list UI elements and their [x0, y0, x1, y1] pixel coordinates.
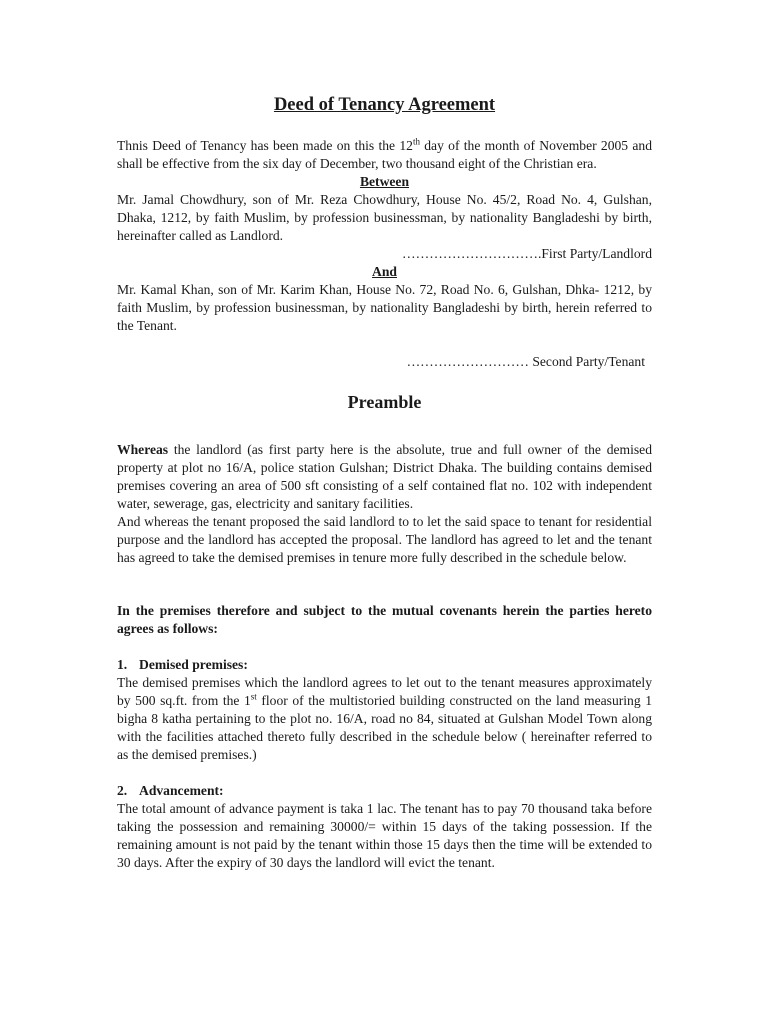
second-party-signature: ……………………… Second Party/Tenant	[406, 354, 645, 369]
covenants-intro: In the premises therefore and subject to the mutual covenants herein the parties hereto agrees as follows:	[117, 603, 652, 636]
document-title: Deed of Tenancy Agreement	[273, 95, 496, 115]
between-label: Between	[359, 174, 410, 189]
preamble-heading: Preamble	[347, 392, 422, 412]
whereas-keyword: Whereas	[117, 442, 169, 457]
and-label: And	[372, 264, 397, 279]
first-party-paragraph: Mr. Jamal Chowdhury, son of Mr. Reza Chowdhury, House No. 45/2, Road No. 4, Gulshan, Dhaka, 1212, by faith Muslim, by profession businessman, by nationality Bangladeshi by birth, hereinafter called as Landlord.	[117, 192, 652, 243]
section-2-paragraph: The total amount of advance payment is taka 1 lac. The tenant has to pay 70 thousand taka before taking the possession and remaining 30000/= within 15 days of the taking possession. If the remaining amount is not paid by the tenant within those 15 days then the time will be extended to 30 days. After the expiry of 30 days the landlord will evict the tenant.	[117, 801, 652, 870]
section-1-text-end: floor of the multistoried building constructed on the land measuring 1 bigha 8 katha pertaining to the plot no. 16/A, road no 84, situated at Gulshan Model Town along with the facilities attached thereto fully described in the schedule below ( hereinafter referred to as the demised premises.)	[117, 693, 653, 762]
intro-text-start: Thnis Deed of Tenancy has been made on this the 12	[117, 138, 413, 153]
second-party-paragraph: Mr. Kamal Khan, son of Mr. Karim Khan, House No. 72, Road No. 6, Gulshan, Dhka- 1212, by faith Muslim, by profession businessman, by nationality Bangladeshi by birth, herein referred to the Tenant.	[117, 282, 652, 333]
section-1-paragraph	[117, 674, 652, 764]
section-2-title: Advancement:	[139, 783, 224, 798]
intro-text-end: day of the month of November 2005 and shall be effective from the six day of December, two thousand eight of the Christian era.	[117, 138, 652, 171]
and-whereas-paragraph: And whereas the tenant proposed the said landlord to to let the said space to tenant for residential purpose and the landlord has accepted the proposal. The landlord has agreed to let and the tenant has agreed to take the demised premises in tenure more fully described in the schedule below.	[117, 514, 652, 565]
first-party-signature: ………………………….First Party/Landlord	[402, 246, 652, 261]
section-1-superscript: st	[250, 691, 257, 702]
section-1-number: 1.	[117, 657, 128, 672]
document-page	[117, 94, 652, 872]
section-2-heading	[117, 782, 652, 800]
section-1-title: Demised premises:	[139, 657, 248, 672]
whereas-text: the landlord (as first party here is the absolute, true and full owner of the demised property at plot no 16/A, police station Gulshan; District Dhaka. The building contains demised premises covering an area of 500 sft consisting of a self contained flat no. 102 with independent water, sewerage, gas, electricity and sanitary facilities.	[117, 442, 652, 511]
section-1-text-start: The demised premises which the landlord agrees to let out to the tenant measures approximately by 500 sq.ft. from the 1	[117, 675, 652, 708]
intro-superscript: th	[412, 136, 420, 147]
whereas-paragraph	[117, 441, 652, 513]
intro-paragraph	[117, 137, 652, 173]
section-2-number: 2.	[117, 783, 128, 798]
section-1-heading	[117, 656, 652, 674]
